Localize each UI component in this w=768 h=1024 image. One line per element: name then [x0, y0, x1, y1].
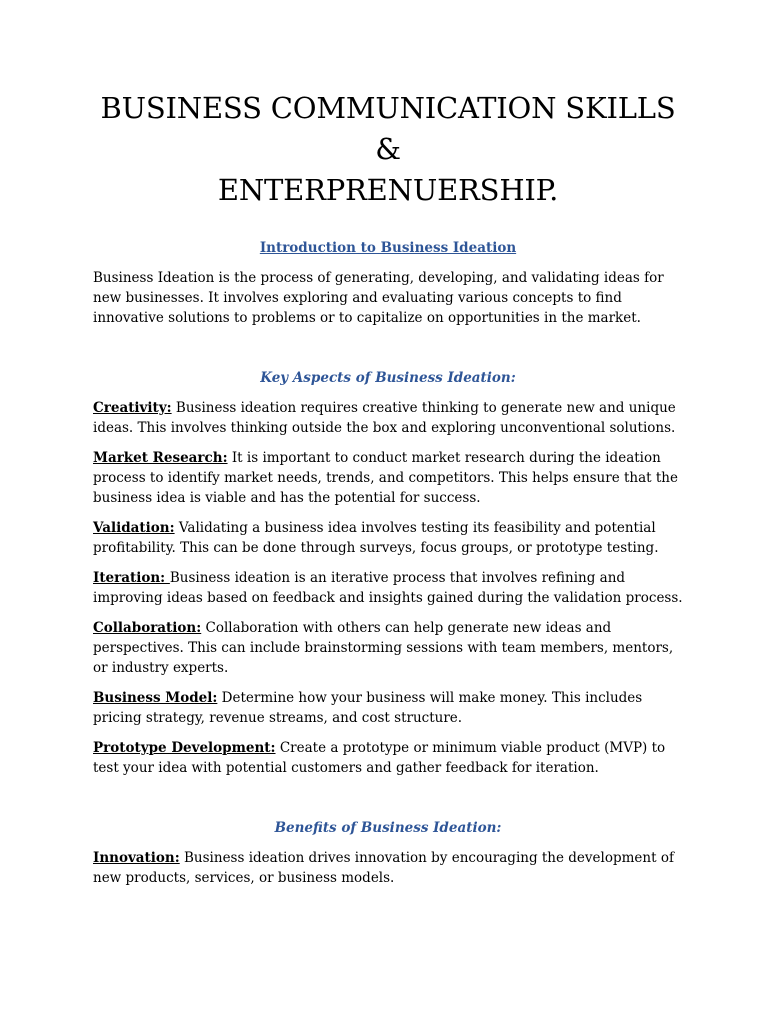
aspect-text: Business ideation requires creative thinking to generate new and unique ideas. This involves thinking outside the box and exploring unconventional solutions.	[93, 400, 676, 436]
intro-paragraph: Business Ideation is the process of generating, developing, and validating ideas for new businesses. It involves exploring and evaluating various concepts to find innovative solutions to problems or to capitalize on opportunities in the market.	[93, 270, 664, 326]
aspect-term: Collaboration:	[93, 620, 202, 636]
aspect-term: Creativity:	[93, 400, 172, 416]
aspect-term: Business Model:	[93, 690, 218, 706]
aspect-term: Market Research:	[93, 450, 228, 466]
aspect-text: Create a prototype or minimum viable product (MVP) to test your idea with potential customers and gather feedback for iteration.	[93, 740, 666, 776]
list-item	[93, 848, 683, 888]
list-item	[93, 618, 683, 678]
benefits-heading: Benefits of Business Ideation:	[274, 820, 502, 836]
key-aspects-list	[93, 398, 683, 778]
list-item	[93, 518, 683, 558]
aspect-term: Validation:	[93, 520, 175, 536]
list-item	[93, 568, 683, 608]
benefit-term: Innovation:	[93, 850, 180, 866]
list-item	[93, 448, 683, 508]
aspect-text: Determine how your business will make money. This includes pricing strategy, revenue streams, and cost structure.	[93, 690, 643, 726]
aspect-text: It is important to conduct market research during the ideation process to identify market needs, trends, and competitors. This helps ensure that the business idea is viable and has the potential for success.	[93, 450, 678, 506]
benefit-text: Business ideation drives innovation by encouraging the development of new products, services, or business models.	[93, 850, 674, 886]
document-page	[93, 88, 683, 888]
list-item	[93, 688, 683, 728]
document-title	[93, 88, 683, 211]
list-item	[93, 738, 683, 778]
title-line-1: BUSINESS COMMUNICATION SKILLS &	[100, 91, 676, 166]
aspect-text: Collaboration with others can help generate new ideas and perspectives. This can include brainstorming sessions with team members, mentors, or industry experts.	[93, 620, 674, 676]
aspect-term: Prototype Development:	[93, 740, 276, 756]
aspect-text: Business ideation is an iterative process that involves refining and improving ideas based on feedback and insights gained during the validation process.	[93, 570, 683, 606]
title-line-2: ENTERPRENUERSHIP.	[217, 173, 559, 207]
benefits-list	[93, 848, 683, 888]
aspect-text: Validating a business idea involves testing its feasibility and potential profitability. This can be done through surveys, focus groups, or prototype testing.	[93, 520, 659, 556]
aspect-term: Iteration:	[93, 570, 170, 586]
key-aspects-heading: Key Aspects of Business Ideation:	[260, 370, 516, 386]
list-item	[93, 398, 683, 438]
intro-heading: Introduction to Business Ideation	[259, 240, 517, 256]
